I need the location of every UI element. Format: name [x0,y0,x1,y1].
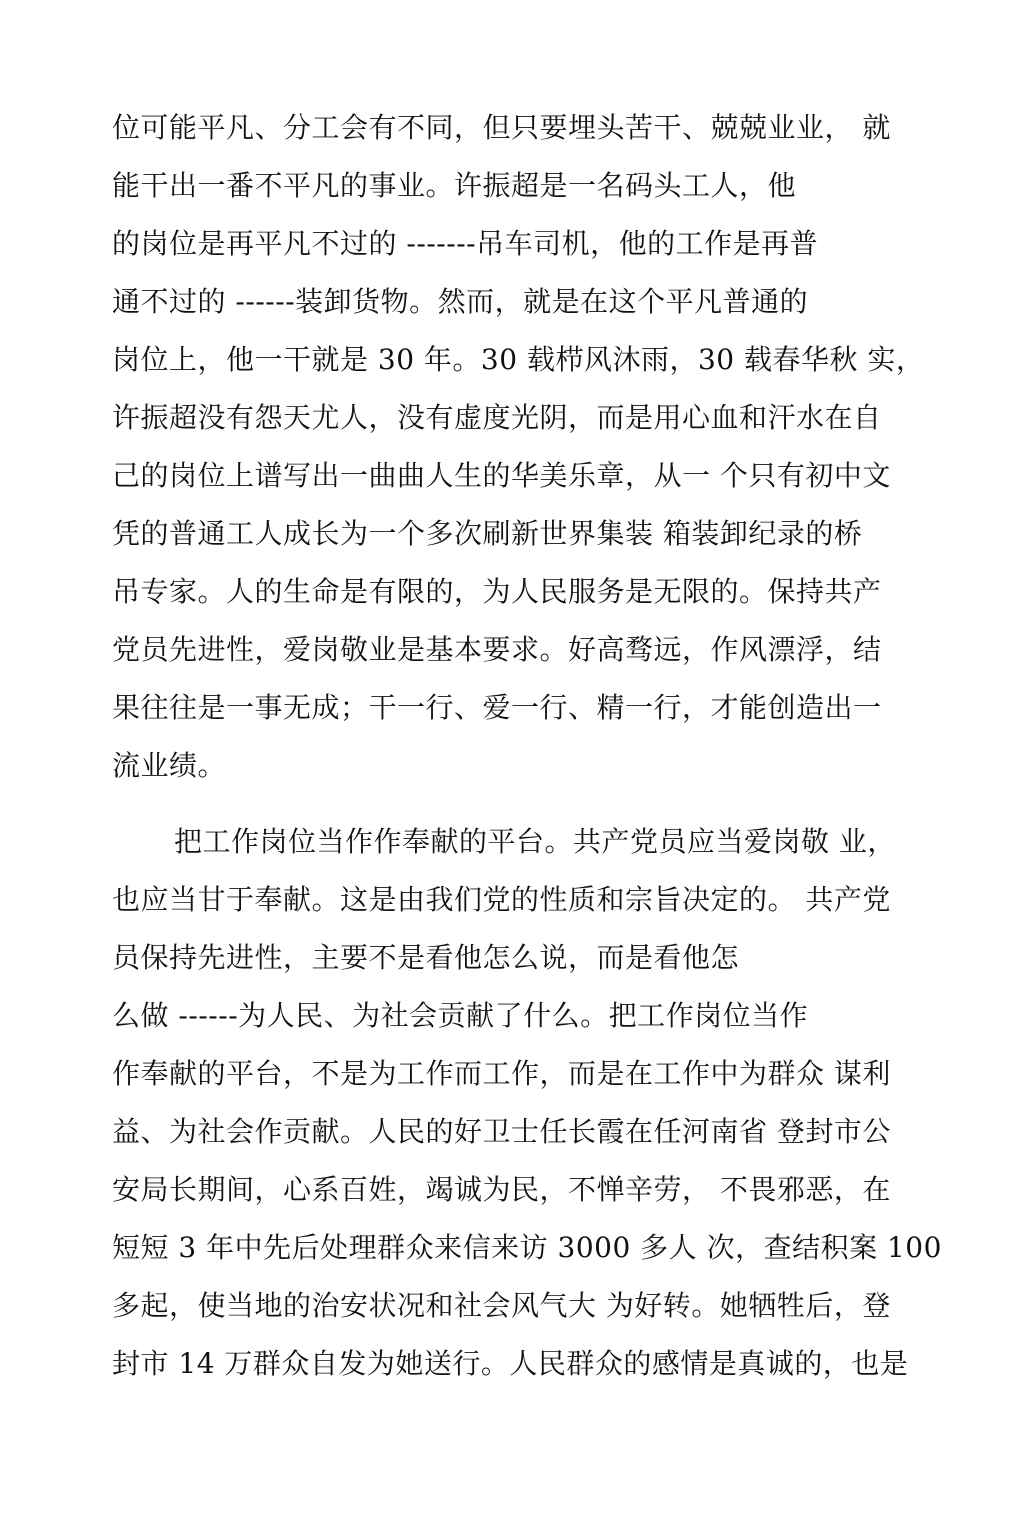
text-line: 员保持先进性，主要不是看他怎么说，而是看他怎 [112,941,740,974]
text-line: 么做 ------为人民、为社会贡献了什么。把工作岗位当作 [112,999,809,1032]
text-line: 果往往是一事无成；干一行、爱一行、精一行，才能创造出一 [112,691,882,724]
text-line: 许振超没有怨天尤人，没有虚度光阴，而是用心血和汗水在自 [112,401,882,434]
text-line: 通不过的 ------装卸货物。然而，就是在这个平凡普通的 [112,285,809,318]
text-line: 多起，使当地的治安状况和社会风气大 为好转。她牺牲后，登 [112,1289,891,1322]
text-line: 己的岗位上谱写出一曲曲人生的华美乐章，从一 个只有初中文 [112,459,891,492]
text-line: 作奉献的平台，不是为工作而工作，而是在工作中为群众 谋利 [112,1057,891,1090]
text-line: 能干出一番不平凡的事业。许振超是一名码头工人，他 [112,169,797,202]
text-line: 党员先进性，爱岗敬业是基本要求。好高骛远，作风漂浮，结 [112,633,882,666]
text-line: 短短 3 年中先后处理群众来信来访 3000 多人 次，查结积案 100 [112,1231,942,1264]
text-line: 安局长期间，心系百姓，竭诚为民，不惮辛劳， 不畏邪恶，在 [112,1173,891,1206]
text-line: 凭的普通工人成长为一个多次刷新世界集装 箱装卸纪录的桥 [112,517,863,550]
text-line: 也应当甘于奉献。这是由我们党的性质和宗旨决定的。 共产党 [112,883,891,916]
text-line: 岗位上，他一干就是 30 年。30 载栉风沐雨，30 载春华秋 实， [112,343,925,376]
paragraph-first-line: 把工作岗位当作作奉献的平台。共产党员应当爱岗敬 业， [174,825,896,858]
text-line: 的岗位是再平凡不过的 -------吊车司机，他的工作是再普 [112,227,819,260]
text-line: 流业绩。 [112,749,227,782]
text-line: 益、为社会作贡献。人民的好卫士任长霞在任河南省 登封市公 [112,1115,891,1148]
text-line: 吊专家。人的生命是有限的，为人民服务是无限的。保持共产 [112,575,882,608]
text-line: 封市 14 万群众自发为她送行。人民群众的感情是真诚的，也是 [112,1347,909,1380]
text-line: 位可能平凡、分工会有不同，但只要埋头苦干、兢兢业业， 就 [112,111,891,144]
